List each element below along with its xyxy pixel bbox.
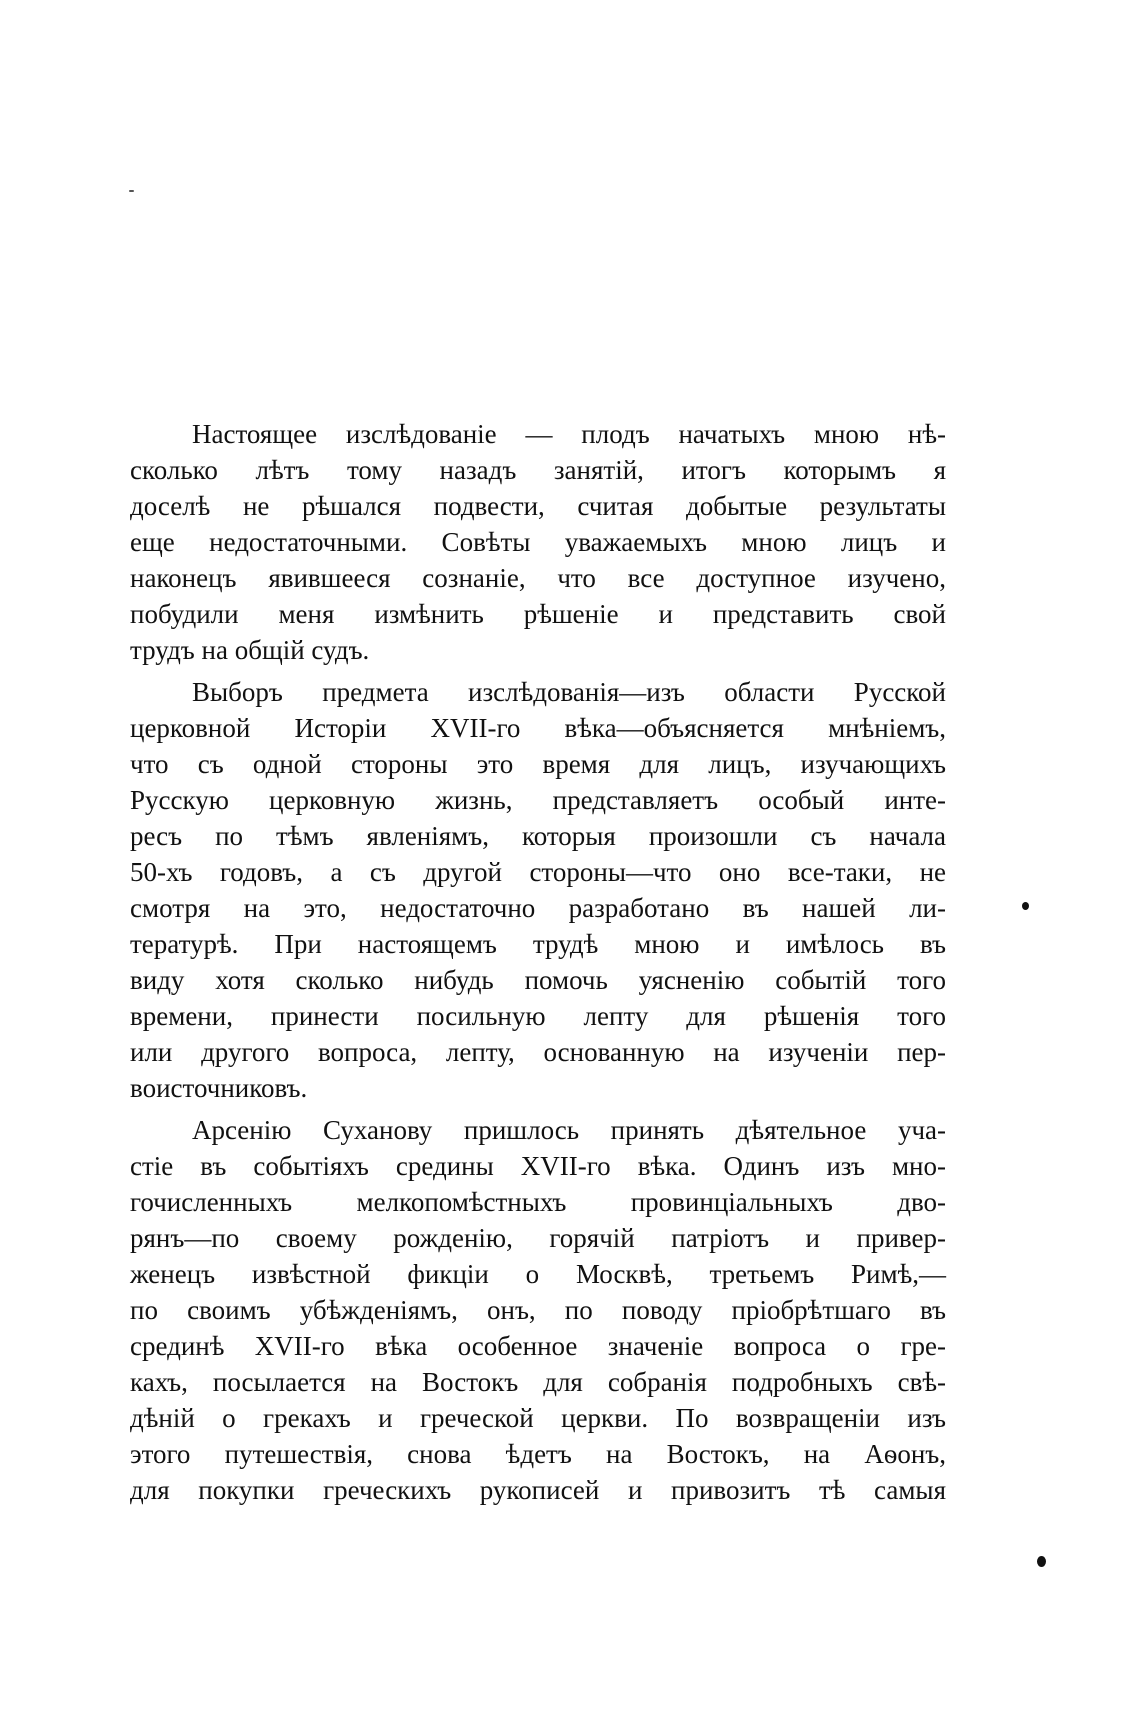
text-line: или другого вопроса, лепту, основанную на изученіи пер-: [130, 1037, 946, 1067]
text-line: 50-хъ годовъ, а съ другой стороны—что оно все-таки, не: [130, 857, 946, 887]
text-line: рянъ—по своему рожденію, горячій патріотъ и привер-: [130, 1223, 946, 1253]
text-line: срединѣ XVII-го вѣка особенное значеніе вопроса о гре-: [130, 1331, 946, 1361]
text-line: доселѣ не рѣшался подвести, считая добытые результаты: [130, 491, 946, 521]
text-line: дѣній о грекахъ и греческой церкви. По возвращеніи изъ: [130, 1403, 946, 1433]
text-line: времени, принести посильную лепту для рѣшенія того: [130, 1001, 946, 1031]
text-line: для покупки греческихъ рукописей и привозитъ тѣ самыя: [130, 1475, 946, 1505]
text-line: наконецъ явившееся сознаніе, что все доступное изучено,: [130, 563, 946, 593]
text-line: Настоящее изслѣдованіе — плодъ начатыхъ мною нѣ-: [192, 419, 946, 449]
text-line: трудъ на общій судъ.: [130, 635, 370, 665]
text-line: стіе въ событіяхъ средины XVII-го вѣка. Одинъ изъ мно-: [130, 1151, 946, 1181]
text-line: сколько лѣтъ тому назадъ занятій, итогъ которымъ я: [130, 455, 946, 485]
print-speck: [1022, 902, 1029, 910]
text-line: этого путешествія, снова ѣдетъ на Востокъ, на Аѳонъ,: [130, 1439, 946, 1469]
text-line: церковной Исторіи XVII-го вѣка—объясняется мнѣніемъ,: [130, 713, 946, 743]
text-line: гочисленныхъ мелкопомѣстныхъ провинціальныхъ дво-: [130, 1187, 946, 1217]
paragraph-3: [130, 1112, 946, 1508]
text-line: ресъ по тѣмъ явленіямъ, которыя произошли съ начала: [130, 821, 946, 851]
text-line: Арсенію Суханову пришлось принять дѣятельное уча-: [192, 1115, 946, 1145]
print-speck: [1037, 1556, 1046, 1567]
paragraph-2: [130, 674, 946, 1106]
text-line: женецъ извѣстной фикціи о Москвѣ, третьемъ Римѣ,—: [130, 1259, 946, 1289]
text-line: тературѣ. При настоящемъ трудѣ мною и имѣлось въ: [130, 929, 946, 959]
text-line: что съ одной стороны это время для лицъ, изучающихъ: [130, 749, 946, 779]
text-line: смотря на это, недостаточно разработано въ нашей ли-: [130, 893, 946, 923]
text-line: кахъ, посылается на Востокъ для собранія подробныхъ свѣ-: [130, 1367, 946, 1397]
text-line: побудили меня измѣнить рѣшеніе и представить свой: [130, 599, 946, 629]
text-line: воисточниковъ.: [130, 1073, 308, 1103]
print-speck: [129, 190, 134, 192]
text-line: по своимъ убѣжденіямъ, онъ, по поводу пріобрѣтшаго въ: [130, 1295, 946, 1325]
text-line: Выборъ предмета изслѣдованія—изъ области Русской: [192, 677, 946, 707]
text-line: еще недостаточными. Совѣты уважаемыхъ мною лицъ и: [130, 527, 946, 557]
text-line: Русскую церковную жизнь, представляетъ особый инте-: [130, 785, 946, 815]
paragraph-1: [130, 416, 946, 668]
body-text: [130, 416, 946, 1514]
text-line: виду хотя сколько нибудь помочь уясненію событій того: [130, 965, 946, 995]
